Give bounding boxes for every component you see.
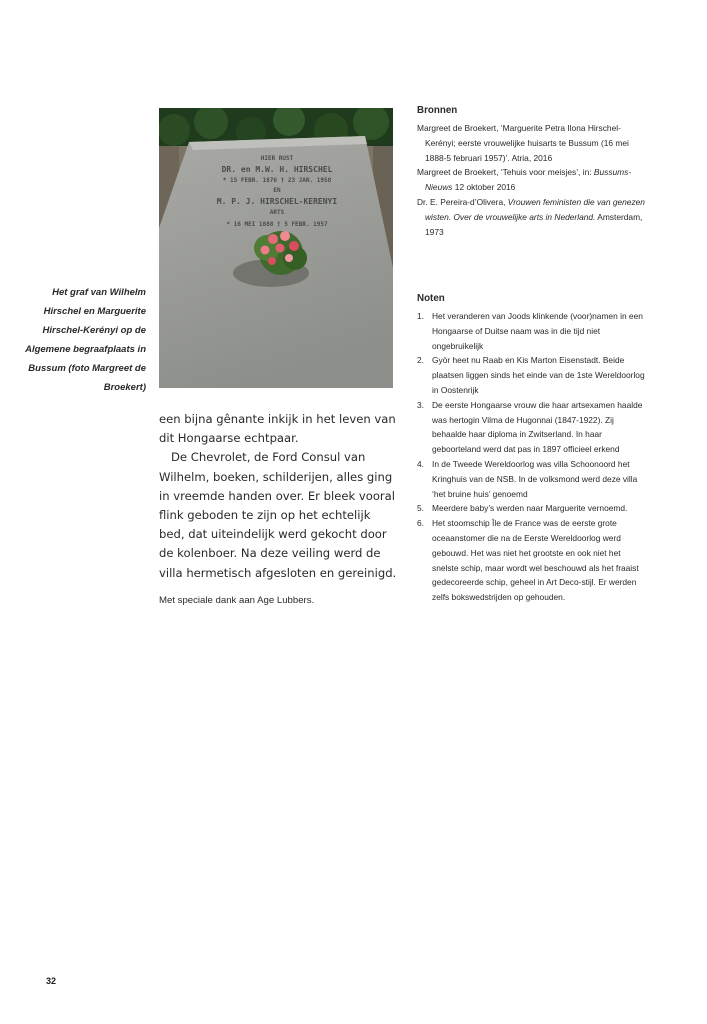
source-entry: Margreet de Broekert, ‘Tehuis voor meisjes’, in: Bussums-Nieuws 12 oktober 2016 <box>417 167 632 193</box>
notes-heading: Noten <box>417 293 445 304</box>
sources-section <box>417 104 649 239</box>
acknowledgement: Met speciale dank aan Age Lubbers. <box>159 595 315 606</box>
note-item: 5. Meerdere baby’s werden naar Marguerite vernoemd. <box>417 503 628 514</box>
source-entry: Dr. E. Pereira-d’Olivera, Vrouwen feministen die van genezen wisten. Over de vrouwelijke arts in Nederland. Amsterdam, 1973 <box>417 196 645 237</box>
source-entry: Margreet de Broekert, ‘Marguerite Petra Ilona Hirschel-Kerényi; eerste vrouwelijke huisarts te Bussum (16 mei 1888-5 februari 1957)’. Atria, 2016 <box>417 123 629 163</box>
note-item: 4. In de Tweede Wereldoorlog was villa Schoonoord het Kringhuis van de NSB. In de volksmond werd deze villa ‘het bruine huis’ genoemd <box>417 458 638 499</box>
inscription-line-7: * 16 MEI 1888 † 5 FEBR. 1957 <box>226 221 328 228</box>
photo-caption: Het graf van Wilhelm Hirschel en Marguerite Hirschel-Kerényi op de Algemene begraafplaats in Bussum (foto Margreet de Broekert) <box>25 287 146 393</box>
sources-heading: Bronnen <box>417 105 458 116</box>
inscription-line-1: HIER RUST <box>260 155 294 162</box>
body-text <box>159 410 399 583</box>
note-item: 2. Györ heet nu Raab en Kis Marton Eisenstadt. Beide plaatsen liggen sinds het einde van de 1ste Wereldoorlog in Oostenrijk <box>417 355 645 395</box>
inscription-line-3: * 15 FEBR. 1876 † 23 JAN. 1958 <box>222 177 332 184</box>
note-item: 3. De eerste Hongaarse vrouw die haar artsexamen haalde was hertogin Vilma de Hugonnai (1847-1922). Zij behaalde haar diploma in Zwitserland. In haar geboorteland werd dat pas in 1897 officieel erkend <box>417 399 643 455</box>
grave-photo <box>159 108 393 388</box>
inscription-line-5: M. P. J. HIRSCHEL-KERENYI <box>216 197 338 206</box>
body-paragraph: een bijna gênante inkijk in het leven van dit Hongaarse echtpaar. <box>159 412 396 446</box>
inscription-line-2: DR. en M.W. H. HIRSCHEL <box>221 165 333 174</box>
note-item: 6. Het stoomschip Île de France was de eerste grote oceaanstomer die na de Eerste Wereldoorlog werd gebouwd. Het was niet het grootste en ook niet het snelste schip, maar wordt wel beschouwd als het fraaist gedecoreerde schip, geheel in Art Deco-stijl. Er werden zelfs bokswedstrijden op gehouden. <box>417 518 639 603</box>
page-number: 32 <box>46 976 57 986</box>
inscription-line-4: EN <box>273 187 281 194</box>
grave-illustration <box>159 108 393 388</box>
body-paragraph: De Chevrolet, de Ford Consul van Wilhelm, boeken, schilderijen, alles ging in vreemde handen over. Er bleek vooral flink geboden te zijn op het echtelijk bed, dat uiteindelijk werd gekocht door de kolenboer. Na deze veiling werd de villa hermetisch afgesloten en gereinigd. <box>159 450 397 580</box>
note-item: 1. Het veranderen van Joods klinkende (voor)namen in een Hongaarse of Duitse naam was in die tijd niet ongebruikelijk <box>417 311 643 351</box>
inscription-line-6: ARTS <box>269 209 285 216</box>
notes-section <box>417 292 649 605</box>
